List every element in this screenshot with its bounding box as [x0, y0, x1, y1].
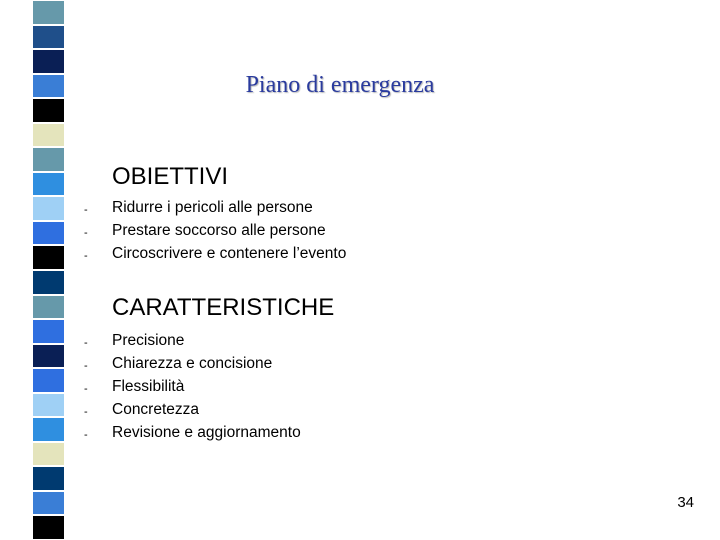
section-heading-caratteristiche: CARATTERISTICHE: [112, 294, 335, 321]
bullet-dash: -: [84, 337, 88, 349]
stripe-block: [33, 271, 64, 294]
stripe-block: [33, 492, 64, 515]
stripe-block: [33, 50, 64, 73]
bullet-dash: -: [84, 383, 88, 395]
stripe-block: [33, 320, 64, 343]
list-item: Ridurre i pericoli alle persone: [112, 199, 313, 216]
slide-title: Piano di emergenza: [245, 72, 435, 98]
stripe-block: [33, 1, 64, 24]
bullet-dash: -: [84, 406, 88, 418]
stripe-block: [33, 173, 64, 196]
stripe-block: [33, 369, 64, 392]
stripe-block: [33, 443, 64, 466]
list-item: Chiarezza e concisione: [112, 355, 273, 372]
section-heading-obiettivi: OBIETTIVI: [112, 163, 229, 190]
list-item: Flessibilità: [112, 378, 185, 395]
stripe-block: [33, 345, 64, 368]
stripe-block: [33, 222, 64, 245]
list-item: Circoscrivere e contenere l’evento: [112, 245, 347, 262]
bullet-dash: -: [84, 227, 88, 239]
bullet-dash: -: [84, 204, 88, 216]
stripe-block: [33, 124, 64, 147]
stripe-block: [33, 296, 64, 319]
stripe-block: [33, 516, 64, 539]
bullet-dash: -: [84, 360, 88, 372]
stripe-block: [33, 26, 64, 49]
list-item: Concretezza: [112, 401, 200, 418]
stripe-block: [33, 148, 64, 171]
stripe-block: [33, 99, 64, 122]
list-item: Precisione: [112, 332, 185, 349]
list-item: Revisione e aggiornamento: [112, 424, 301, 441]
page-number: 34: [677, 494, 694, 511]
stripe-block: [33, 467, 64, 490]
bullet-dash: -: [84, 429, 88, 441]
stripe-block: [33, 197, 64, 220]
list-item: Prestare soccorso alle persone: [112, 222, 326, 239]
bullet-dash: -: [84, 250, 88, 262]
stripe-block: [33, 394, 64, 417]
stripe-block: [33, 418, 64, 441]
stripe-block: [33, 246, 64, 269]
